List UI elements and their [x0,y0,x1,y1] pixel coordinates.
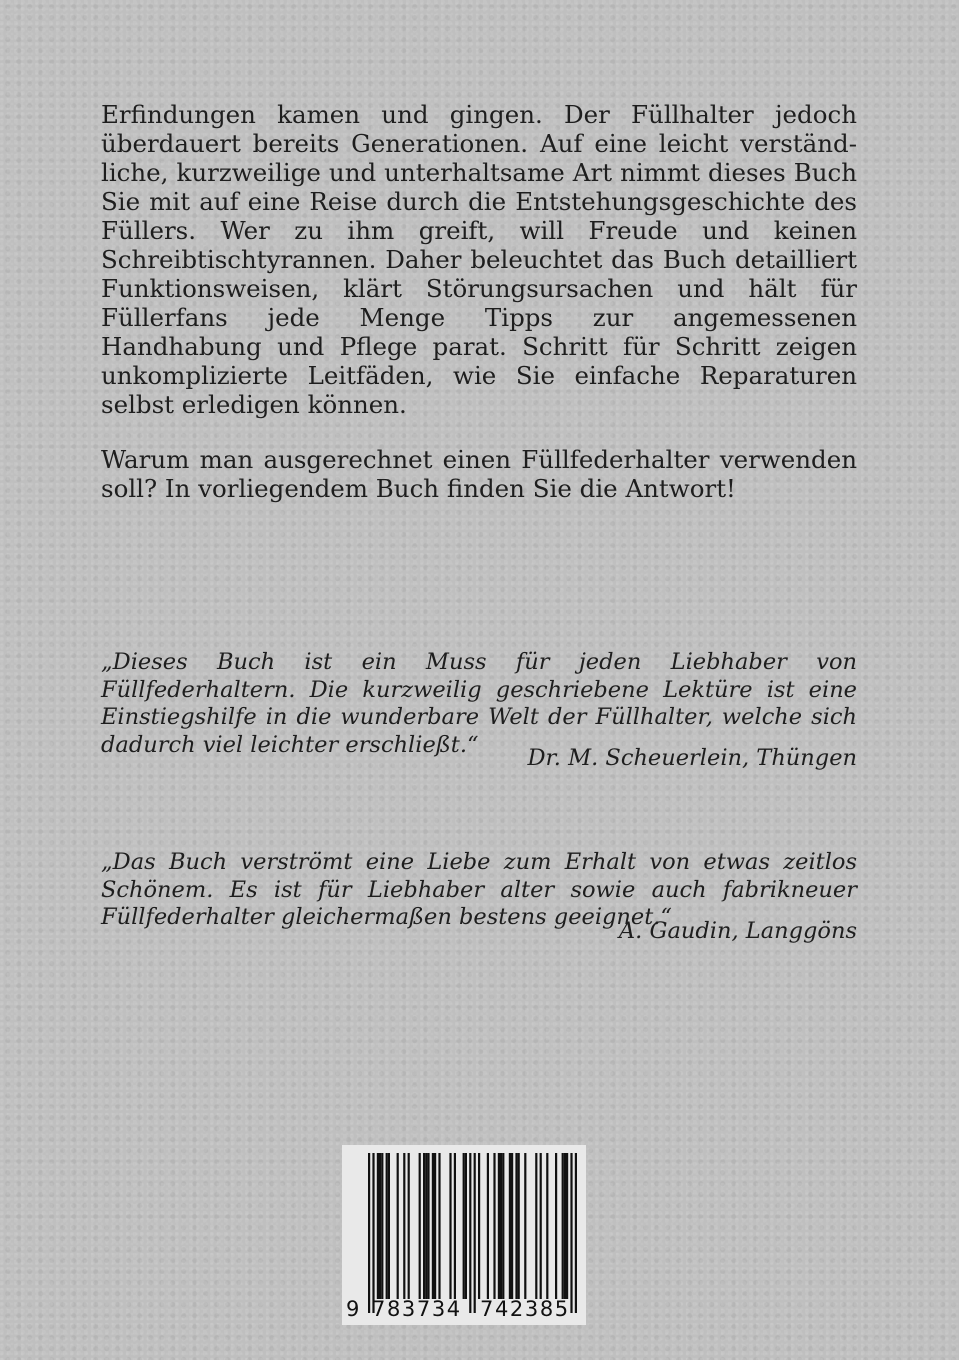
barcode-bar [524,1153,526,1299]
barcode-bar [438,1153,440,1299]
barcode-bar [425,1153,427,1299]
barcode-bar [388,1153,390,1299]
barcode-bar [454,1153,456,1299]
barcode-bar [419,1153,421,1299]
barcode-bar [478,1153,480,1299]
barcode-bar [423,1153,425,1299]
barcode-bar [555,1153,557,1299]
isbn-number [342,1297,586,1323]
barcode-bar [535,1153,537,1299]
barcode-bar [564,1153,566,1299]
barcode-guard-bar [469,1153,471,1313]
review-author-1: Dr. M. Scheuerlein, Thüngen [527,745,857,771]
barcode-bar [463,1153,465,1299]
barcode-bar [403,1153,405,1299]
barcode-guard-bar [368,1153,370,1313]
barcode-bar [500,1153,502,1299]
barcode-bar [540,1153,542,1299]
barcode-bar [566,1153,568,1299]
review-author-2: A. Gaudin, Langgöns [618,918,857,944]
barcode-bar [379,1153,381,1299]
barcode-bar [427,1153,429,1299]
barcode-bar [511,1153,513,1299]
barcode-bar [546,1153,548,1299]
barcode-bar [386,1153,388,1299]
barcode-bar [449,1153,451,1299]
blurb-paragraph-1: Erfindungen kamen und gingen. Der Füllhalter jedoch überdauert bereits Generationen. Auf eine leicht verständliche, kurzweilige und unterhaltsame Art nimmt dieses Buch Sie mit auf eine Reise durch die Entstehungsgeschichte des Füllers. Wer zu ihm greift, will Freude und keinen Schreibtischtyrannen. Daher beleuchtet das Buch detailliert Funktionsweisen, klärt Störungsursachen und hält für Füllerfans jede Menge Tipps zur angemessenen Handhabung und Pflege parat. Schritt für Schritt zeigen unkomplizierte Leitfäden, wie Sie einfache Reparaturen selbst erledigen können. [101,100,857,419]
barcode-bar [408,1153,410,1299]
barcode-bar [502,1153,504,1299]
barcode-bar [377,1153,379,1299]
barcode-guard-bar [474,1153,476,1313]
blurb-paragraph-2: Warum man ausgerechnet einen Füllfederhalter verwenden soll? In vorliegendem Buch finden Sie die Antwort! [101,445,857,503]
review-quote-1: „Dieses Buch ist ein Muss für jeden Liebhaber von Füllfederhaltern. Die kurzweilig geschriebene Lektüre ist eine Einstiegshilfe in die wunderbare Welt der Füllhalter, welche sich dadurch viel leichter erschließt.“ [101,649,857,758]
isbn-left-group: 783734 [372,1297,462,1321]
barcode-bar [432,1153,434,1299]
barcode-guard-bar [575,1153,577,1313]
barcode-bar [434,1153,436,1299]
isbn-right-group: 742385 [480,1297,570,1321]
barcode-bar [562,1153,564,1299]
review-quote-2: „Das Buch verströmt eine Liebe zum Erhalt von etwas zeitlos Schönem. Es ist für Liebhaber alter sowie auch fabrikneuer Füllfederhalter gleichermaßen bestens geeignet.“ [101,849,857,930]
barcode-bar [397,1153,399,1299]
barcode-bar [465,1153,467,1299]
isbn-first-digit: 9 [346,1297,360,1321]
barcode-bar [498,1153,500,1299]
barcode-bar [518,1153,520,1299]
barcode-bar [493,1153,495,1299]
barcode-bar [515,1153,517,1299]
barcode-bar [381,1153,383,1299]
barcode-bar [487,1153,489,1299]
isbn-barcode [342,1145,586,1325]
barcode-guard-bar [570,1153,572,1313]
barcode-bar [509,1153,511,1299]
barcode-guard-bar [372,1153,374,1313]
